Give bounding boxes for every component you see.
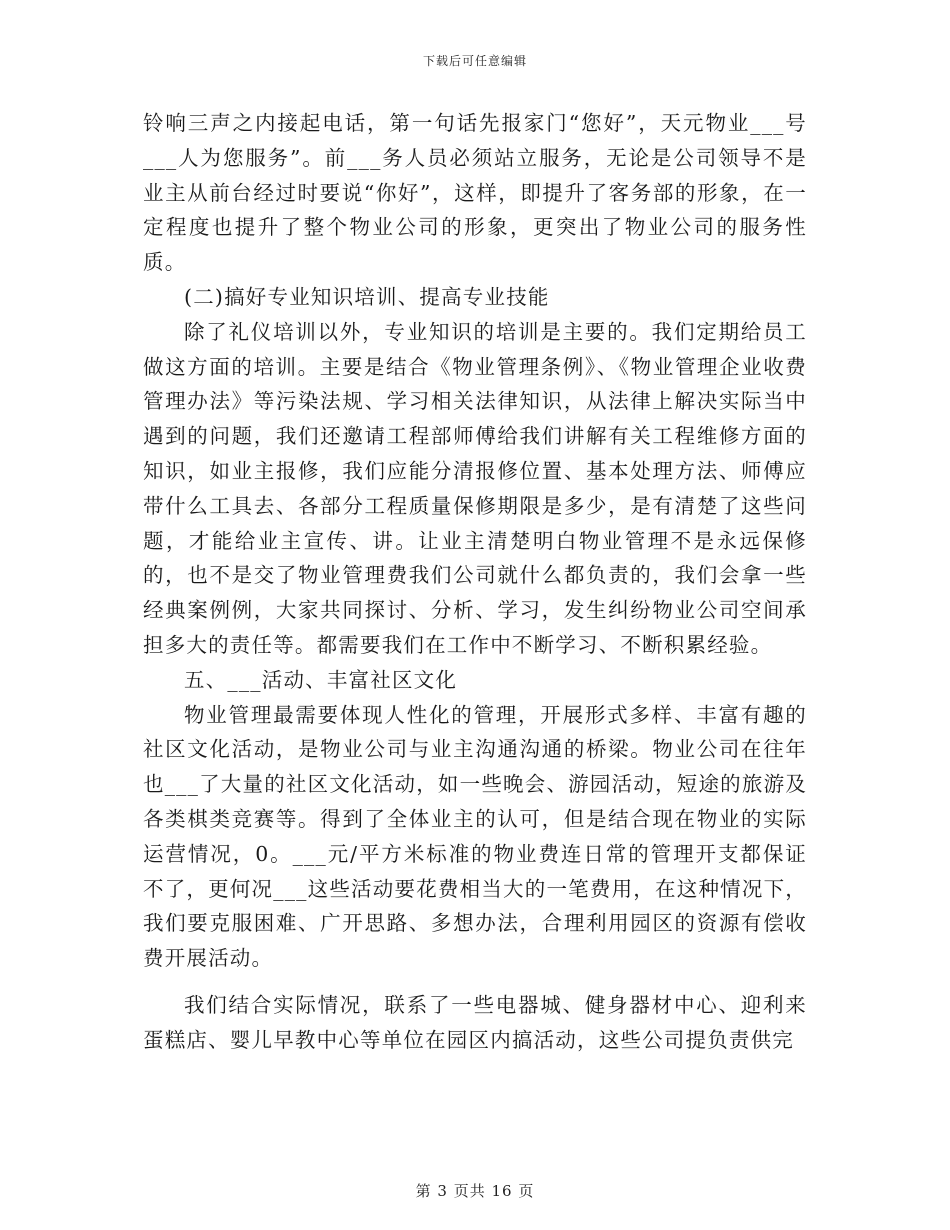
document-body bbox=[143, 106, 807, 1058]
paragraph-professional-training: 除了礼仪培训以外，专业知识的培训是主要的。我们定期给员工做这方面的培训。主要是结合《物业管理条例》、《物业管理企业收费管理办法》等污染法规、学习相关法律知识，从法律上解决实际当中遇到的问题，我们还邀请工程部师傅给我们讲解有关工程维修方面的知识，如业主报修，我们应能分清报修位置、基本处理方法、师傅应带什么工具去、各部分工程质量保修期限是多少，是有清楚了这些问题，才能给业主宣传、讲。让业主清楚明白物业管理不是永远保修的，也不是交了物业管理费我们公司就什么都负责的，我们会拿一些经典案例例，大家共同探讨、分析、学习，发生纠纷物业公司空间承担多大的责任等。都需要我们在工作中不断学习、不断积累经验。 bbox=[143, 319, 807, 657]
page-number-footer: 第 3 页共 16 页 bbox=[415, 1182, 535, 1200]
paragraph-phone-etiquette: 铃响三声之内接起电话，第一句话先报家门“您好”，天元物业___号___人为您服务”。前___务人员必须站立服务，无论是公司领导不是业主从前台经过时要说“你好”，这样，即提升了客务部的形象，在一定程度也提升了整个物业公司的形象，更突出了物业公司的服务性质。 bbox=[143, 111, 807, 275]
paragraph-partner-companies: 我们结合实际情况，联系了一些电器城、健身器材中心、迎利来蛋糕店、婴儿早教中心等单位在园区内搞活动，这些公司提负责供完 bbox=[143, 992, 807, 1052]
page-header: 下载后可任意编辑 bbox=[422, 54, 527, 68]
paragraph-community-activities: 物业管理最需要体现人性化的管理，开展形式多样、丰富有趣的社区文化活动，是物业公司与业主沟通沟通的桥梁。物业公司在往年也___了大量的社区文化活动，如一些晚会、游园活动，短途的旅游及各类棋类竞赛等。得到了全体业主的认可，但是结合现在物业的实际运营情况，0。___元/平方米标准的物业费连日常的管理开支都保证不了，更何况___这些活动要花费相当大的一笔费用，在这种情况下，我们要克服困难、广开思路、多想办法，合理利用园区的资源有偿收费开展活动。 bbox=[143, 702, 807, 971]
section-heading-community-culture: 五、___活动、丰富社区文化 bbox=[184, 667, 458, 692]
section-heading-professional-training: (二)搞好专业知识培训、提高专业技能 bbox=[184, 284, 550, 309]
